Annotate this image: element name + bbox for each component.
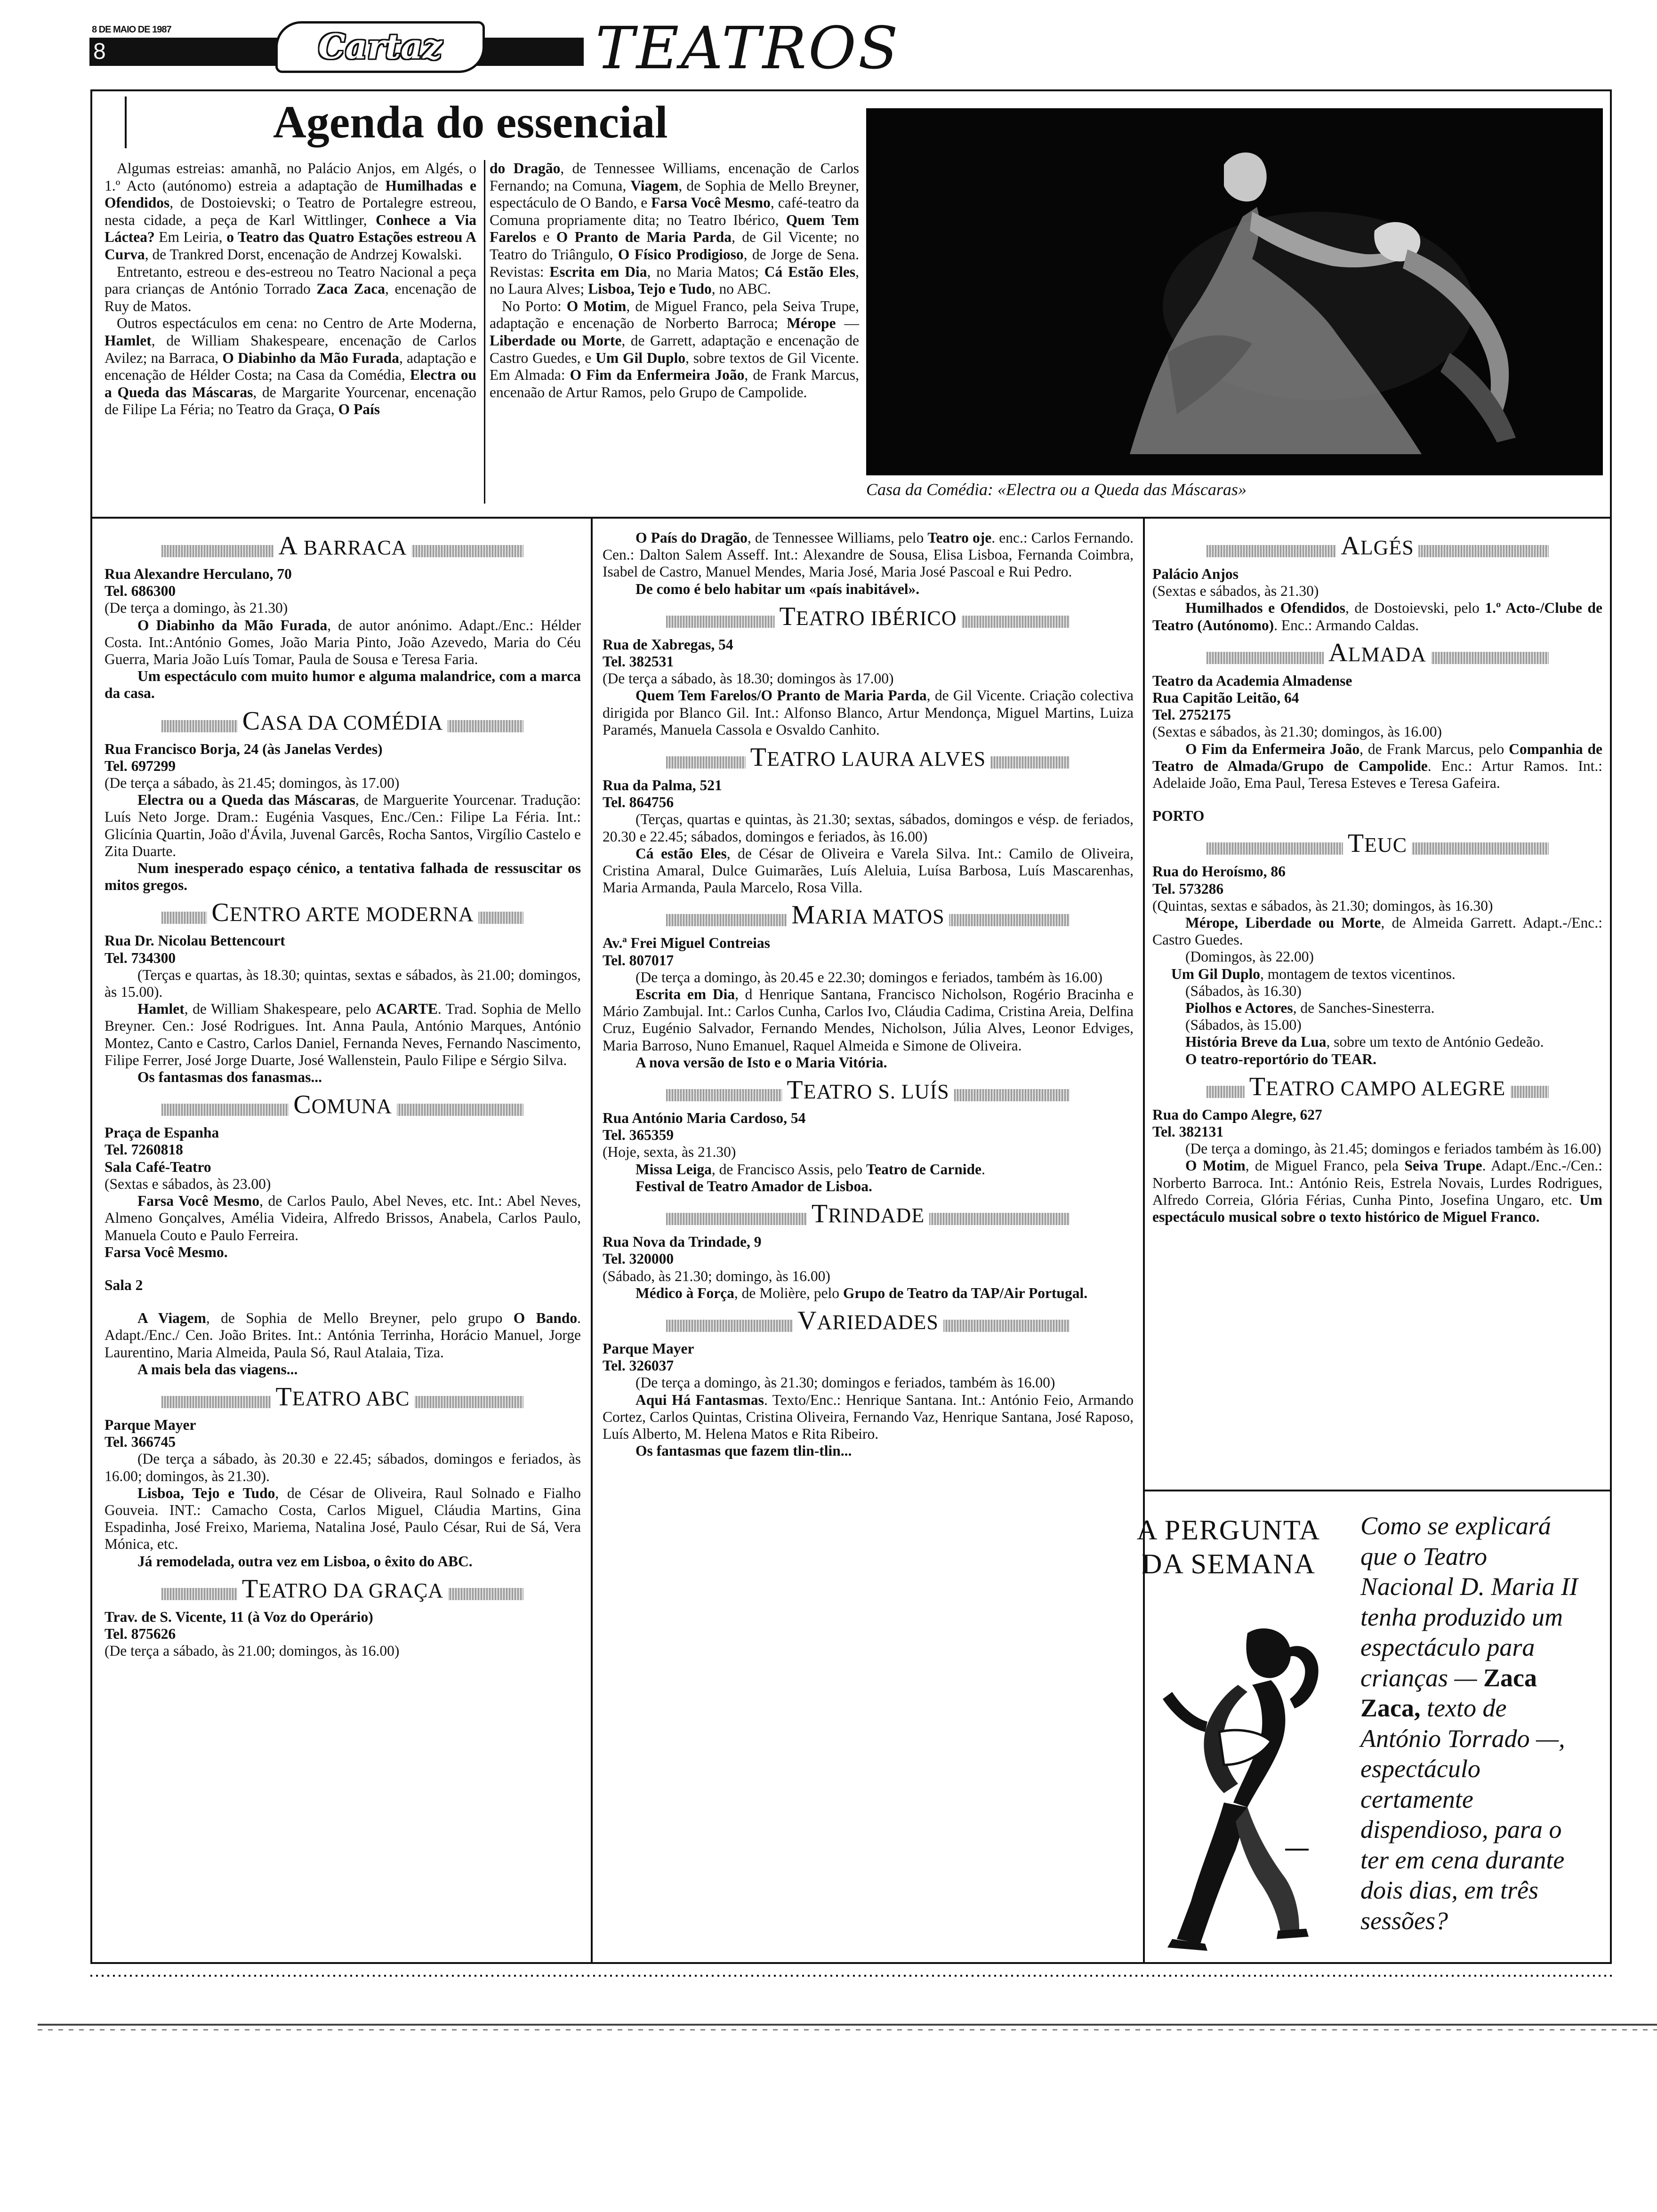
- dancer-illustration: [1130, 1614, 1327, 1953]
- venue-details: Parque Mayer Tel. 366745 (De terça a sábado, às 20.30 e 22.45; sábados, domingos e feriados, às 16.00; domingos, às 21.30). Lisboa, Tejo e Tudo, de César de Oliveira, Raul Solnado e Fialho Gouveia. INT.: Camacho Costa, Carlos Miguel, Cláudia Martins, Gina Espadinha, José Freixo, Mariema, Natalina José, Paulo César, Rui de Sá, Vera Mónica, etc. Já remodelada, outra vez em Lisboa, o êxito do ABC.: [105, 1416, 581, 1570]
- agenda-text-column-1: Algumas estreias: amanhã, no Palácio Anjos, em Algés, o 1.º Acto (autónomo) estreia a adaptação de Humilhadas e Ofendidos, de Dostoievski; o Teatro de Portalegre estreou, nesta cidade, a peça de Karl Wittlinger, Conhece a Via Láctea? Em Leiria, o Teatro das Quatro Estações estreou A Curva, de Trankred Dorst, encenação de Andrzej Kowalski. Entretanto, estreou e des-estreou no Teatro Nacional a peça para crianças de António Torrado Zaca Zaca, encenação de Ruy de Matos. Outros espectáculos em cena: no Centro de Arte Moderna, Hamlet, de William Shakespeare, encenação de Carlos Avilez; na Barraca, O Diabinho da Mão Furada, adaptação e encenação de Hélder Costa; na Casa da Comédia, Electra ou a Queda das Máscaras, de Margarite Yourcenar, encenação de Filipe La Féria; no Teatro da Graça, O País: [105, 160, 477, 418]
- venue-trindade: [603, 1199, 1134, 1302]
- venue-teatro-abc: [105, 1382, 581, 1570]
- venue-name: TEATRO DA GRAÇA: [237, 1576, 448, 1604]
- venue-heading: [603, 742, 1134, 772]
- venue-name: TEATRO S. LUÍS: [782, 1077, 954, 1105]
- venue-name: ALMADA: [1324, 640, 1431, 668]
- venue-a-barraca: [105, 531, 581, 702]
- venue-details: Rua António Maria Cardoso, 54 Tel. 365359 (Hoje, sexta, às 21.30) Missa Leiga, de Francisco Assis, pelo Teatro de Carnide. Festival de Teatro Amador de Lisboa.: [603, 1110, 985, 1194]
- venue-details: Praça de Espanha Tel. 7260818 Sala Café-Teatro (Sextas e sábados, às 23.00) Farsa Você Mesmo, de Carlos Paulo, Abel Neves, etc. Int.: Abel Neves, Almeno Gonçalves, Amélia Videira, Alfredo Brissos, Anabela, Carlos Paulo, Manuela Couto e Paulo Ferreira. Farsa Você Mesmo. Sala 2 A Viagem, de Sophia de Mello Breyner, pelo grupo O Bando. Adapt./Enc./ Cen. João Brites. Int.: Antónia Terrinha, Horácio Manuel, Jorge Laurentino, Maria Almeida, Paula Só, Raul Atalaia, Tiza. A mais bela das viagens...: [105, 1124, 581, 1378]
- stage-photo-image: [866, 108, 1603, 475]
- listings-column-3: [1152, 527, 1602, 1226]
- pergunta-text-part2: texto de António Torrado —, espectáculo certamente dispendioso, para o ter em cena durante dois dias, em três sessões?: [1360, 1694, 1565, 1935]
- venue-heading: [603, 900, 1134, 930]
- venue-heading: [105, 1382, 581, 1412]
- venue-name: A BARRACA: [273, 533, 411, 561]
- pergunta-text-part1: Como se explicará que o Teatro Nacional D. Maria II tenha produzido um espectáculo para crianças —: [1360, 1512, 1578, 1692]
- venue-teatro-iberico: [603, 601, 1134, 738]
- venue-heading: [1152, 531, 1602, 561]
- venue-details: Av.ª Frei Miguel Contreias Tel. 807017 (De terça a domingo, às 20.45 e 22.30; domingos e feriados, também às 16.00) Escrita em Dia, d Henrique Santana, Francisco Nicholson, Rogério Bracinha e Mário Zambujal. Int.: Carlos Cunha, Carlos Ivo, Cláudia Cadima, Cristina Areia, Delfina Cruz, Eugénio Salvador, Fernando Mendes, Nicholson, Júlia Alves, Leonor Edviges, Maria Barroso, Nuno Emanuel, Raquel Almeida e Simone de Oliveira. A nova versão de Isto e o Maria Vitória.: [603, 935, 1134, 1071]
- agenda-bottom-rule: [90, 517, 1612, 519]
- venue-name: ALGÉS: [1336, 533, 1418, 561]
- venue-heading: [603, 1075, 1134, 1105]
- venue-name: TEUC: [1343, 830, 1412, 858]
- venue-name: TRINDADE: [807, 1201, 929, 1229]
- venue-heading: [603, 1199, 1134, 1229]
- agenda-column-rule: [484, 160, 485, 504]
- pergunta-title: A PERGUNTA DA SEMANA: [1136, 1515, 1321, 1579]
- venue-details: Rua Dr. Nicolau Bettencourt Tel. 734300 (Terças e quartas, às 18.30; quintas, sextas e sábados, às 21.00; domingos, às 15.00). Hamlet, de William Shakespeare, pelo ACARTE. Trad. Sophia de Mello Breyner. Cen.: José Rodrigues. Int. Anna Paula, António Marques, António Montez, Canto e Castro, Carlos Daniel, Fernanda Neves, Fernando Nascimento, Filipe Ferrer, José Jorge Duarte, José Wallenstein, Paulo Filipe e Sérgio Silva. Os fantasmas dos fanasmas...: [105, 932, 581, 1086]
- venue-maria-matos: [603, 900, 1134, 1071]
- venue-name: TEATRO CAMPO ALEGRE: [1245, 1074, 1511, 1102]
- venue-comuna: [105, 1090, 581, 1378]
- venue-heading: [1152, 638, 1602, 668]
- venue-name: TEATRO LAURA ALVES: [746, 744, 990, 772]
- venue-heading: [105, 1574, 581, 1604]
- venue-almada: [1152, 638, 1602, 825]
- bottom-rule: [38, 2024, 1657, 2026]
- venue-name: COMUNA: [289, 1091, 397, 1120]
- venue-heading: [1152, 828, 1602, 858]
- venue-name: VARIEDADES: [793, 1307, 943, 1336]
- supplement-logo: Cartaz: [275, 21, 485, 73]
- venue-continued: [603, 529, 1134, 598]
- listings-column-1: [105, 527, 581, 1659]
- venue-teatro-s-luis: [603, 1075, 1134, 1195]
- venue-heading: [603, 1306, 1134, 1336]
- venue-name: TEATRO IBÉRICO: [775, 603, 962, 632]
- listing-column-rule-1: [591, 519, 593, 1964]
- venue-heading: [105, 898, 581, 928]
- venue-teuc: [1152, 828, 1602, 1067]
- issue-date: 8 DE MAIO DE 1987: [92, 24, 171, 35]
- venue-heading: [1152, 1072, 1602, 1102]
- venue-centro-arte-moderna: [105, 898, 581, 1086]
- venue-details: Rua de Xabregas, 54 Tel. 382531 (De terça a sábado, às 18.30; domingos às 17.00) Quem Tem Farelos/O Pranto de Maria Parda, de Gil Vicente. Criação colectiva dirigida por Blanco Gil. Int.: Alfonso Blanco, Artur Mendonça, Miguel Martins, Luiza Paramés, Manuela Cassola e Osvaldo Canhito.: [603, 636, 1134, 738]
- venue-details: Palácio Anjos (Sextas e sábados, às 21.30) Humilhados e Ofendidos, de Dostoievski, pelo 1.º Acto-/Clube de Teatro (Autónomo). Enc.: Armando Caldas.: [1152, 566, 1602, 633]
- venue-teatro-laura-alves: [603, 742, 1134, 896]
- venue-name: TEATRO ABC: [271, 1384, 414, 1412]
- venue-casa-da-comedia: [105, 706, 581, 894]
- venue-details: Rua do Campo Alegre, 627 Tel. 382131 (De terça a domingo, às 21.45; domingos e feriados também às 16.00) O Motim, de Miguel Franco, pela Seiva Trupe. Adapt./Enc.-/Cen.: Norberto Barroca. Int.: António Reis, Estrela Novais, Lurdes Rodrigues, Alfredo Correia, Glória Férias, Cunha Pinto, Josefina Ungaro, etc. Um espectáculo musical sobre o texto histórico de Miguel Franco.: [1152, 1106, 1603, 1226]
- agenda-title: Agenda do essencial: [273, 97, 668, 148]
- venue-details: Teatro da Academia Almadense Rua Capitão Leitão, 64 Tel. 2752175 (Sextas e sábados, às 21.30; domingos, às 16.00) O Fim da Enfermeira João, de Frank Marcus, pelo Companhia de Teatro de Almada/Grupo de Campolide. Enc.: Artur Ramos. Int.: Adelaide João, Ema Paul, Teresa Esteves e Teresa Gafeira. PORTO: [1152, 672, 1602, 825]
- photo-caption: Casa da Comédia: «Electra ou a Queda das Máscaras»: [866, 480, 1247, 499]
- page-number: 8: [93, 39, 106, 64]
- venue-details: Rua da Palma, 521 Tel. 864756 (Terças, quartas e quintas, às 21.30; sextas, sábados, domingos e vésp. de feriados, 20.30 e 22.45; sábados, domingos e feriados, às 16.00) Cá estão Eles, de César de Oliveira e Varela Silva. Int.: Camilo de Oliveira, Cristina Amaral, Dulce Guimarães, Luís Aleluia, Luísa Barbosa, Luís Mascarenhas, Maria Armanda, Paula Marcelo, Rosa Villa.: [603, 777, 1134, 896]
- agenda-text-column-2: do Dragão, de Tennessee Williams, encenação de Carlos Fernando; na Comuna, Viagem, de Sophia de Mello Breyner, espectáculo de O Bando, e Farsa Você Mesmo, café-teatro da Comuna propriamente dita; no Teatro Ibérico, Quem Tem Farelos e O Pranto de Maria Parda, de Gil Vicente; no Teatro do Triângulo, O Físico Prodigioso, de Jorge de Sena. Revistas: Escrita em Dia, no Maria Matos; Cá Estão Eles, no Laura Alves; Lisboa, Tejo e Tudo, no ABC. No Porto: O Motim, de Miguel Franco, pela Seiva Trupe, adaptação e encenação de Norberto Barroca; Mérope — Liberdade ou Morte, de Garrett, adaptação e encenação de Castro Guedes, e Um Gil Duplo, sobre textos de Gil Vicente. Em Almada: O Fim da Enfermeira João, de Frank Marcus, encenaão de Artur Ramos, pelo Grupo de Campolide.: [490, 160, 860, 401]
- dotted-rule: [90, 1975, 1612, 1977]
- venue-alges: [1152, 531, 1602, 634]
- pergunta-top-rule: [1145, 1490, 1612, 1491]
- bottom-dashed-rule: [38, 2029, 1657, 2030]
- venue-details: Rua Francisco Borja, 24 (às Janelas Verdes) Tel. 697299 (De terça a sábado, às 21.45; domingos, às 17.00) Electra ou a Queda das Máscaras, de Marguerite Yourcenar. Tradução: Luís Neto Jorge. Dram.: Eugénia Vasques, Enc./Cen.: Filipe La Féria. Int.: Glicínia Quartin, João d'Ávila, Juvenal Garcês, Rocha Santos, Virgílio Castelo e Zita Duarte. Num inesperado espaço cénico, a tentativa falhada de ressuscitar os mitos gregos.: [105, 740, 581, 894]
- venue-name: CENTRO ARTE MODERNA: [207, 899, 478, 928]
- listings-column-2: [603, 529, 1134, 1459]
- pergunta-text: [1360, 1511, 1582, 1936]
- venue-heading: [105, 531, 581, 561]
- section-title: TEATROS: [595, 15, 900, 82]
- venue-details: O País do Dragão, de Tennessee Williams, pelo Teatro oje. enc.: Carlos Fernando. Cen.: Dalton Salem Asseff. Int.: Alexandre de Sousa, Elisa Lisboa, Fernanda Coimbra, Isabel de Castro, Manuel Mendes, Maria José, Maria José Pascoal e Rui Pedro. De como é belo habitar um «país inabitável».: [603, 529, 1134, 597]
- venue-teatro-campo-alegre: [1152, 1072, 1602, 1226]
- stage-photo: [866, 108, 1603, 475]
- venue-details: Parque Mayer Tel. 326037 (De terça a domingo, às 21.30; domingos e feriados, também às 16.00) Aqui Há Fantasmas. Texto/Enc.: Henrique Santana. Int.: António Feio, Armando Cortez, Carlos Quintas, Cristina Oliveira, Fernando Vaz, Henrique Santana, José Raposo, Luís Alberto, M. Helena Matos e Rita Ribeiro. Os fantasmas que fazem tlin-tlin...: [603, 1340, 1134, 1459]
- venue-details: Trav. de S. Vicente, 11 (à Voz do Operário) Tel. 875626 (De terça a sábado, às 21.00; domingos, às 16.00): [105, 1608, 400, 1659]
- venue-details: Rua Nova da Trindade, 9 Tel. 320000 (Sábado, às 21.30; domingo, às 16.00) Médico à Força, de Molière, pelo Grupo de Teatro da TAP/Air Portugal.: [603, 1234, 1088, 1301]
- pergunta-text-bold: Zaca Zaca,: [1360, 1663, 1537, 1722]
- venue-teatro-da-graca: [105, 1574, 581, 1660]
- venue-name: MARIA MATOS: [787, 902, 949, 930]
- venue-heading: [603, 601, 1134, 632]
- venue-heading: [105, 1090, 581, 1120]
- venue-heading: [105, 706, 581, 736]
- agenda-margin-rule: [125, 96, 127, 148]
- venue-details: Rua Alexandre Herculano, 70 Tel. 686300 (De terça a domingo, às 21.30) O Diabinho da Mão Furada, de autor anónimo. Adapt./Enc.: Hélder Costa. Int.:António Gomes, João Maria Pinto, João Azevedo, Maria do Céu Guerra, Maria João Luís Tomar, Paula de Sousa e Teresa Faria. Um espectáculo com muito humor e alguma malandrice, com a marca da casa.: [105, 566, 581, 702]
- venue-details: Rua do Heroísmo, 86 Tel. 573286 (Quintas, sextas e sábados, às 21.30; domingos, às 16.30) Mérope, Liberdade ou Morte, de Almeida Garrett. Adapt.-/Enc.: Castro Guedes. (Domingos, às 22.00) Um Gil Duplo, montagem de textos vicentinos. (Sábados, às 16.30) Piolhos e Actores, de Sanches-Sinesterra. (Sábados, às 15.00) História Breve da Lua, sobre um texto de António Gedeão. O teatro-reportório do TEAR.: [1152, 863, 1602, 1067]
- venue-variedades: [603, 1306, 1134, 1459]
- venue-name: CASA DA COMÉDIA: [238, 708, 448, 736]
